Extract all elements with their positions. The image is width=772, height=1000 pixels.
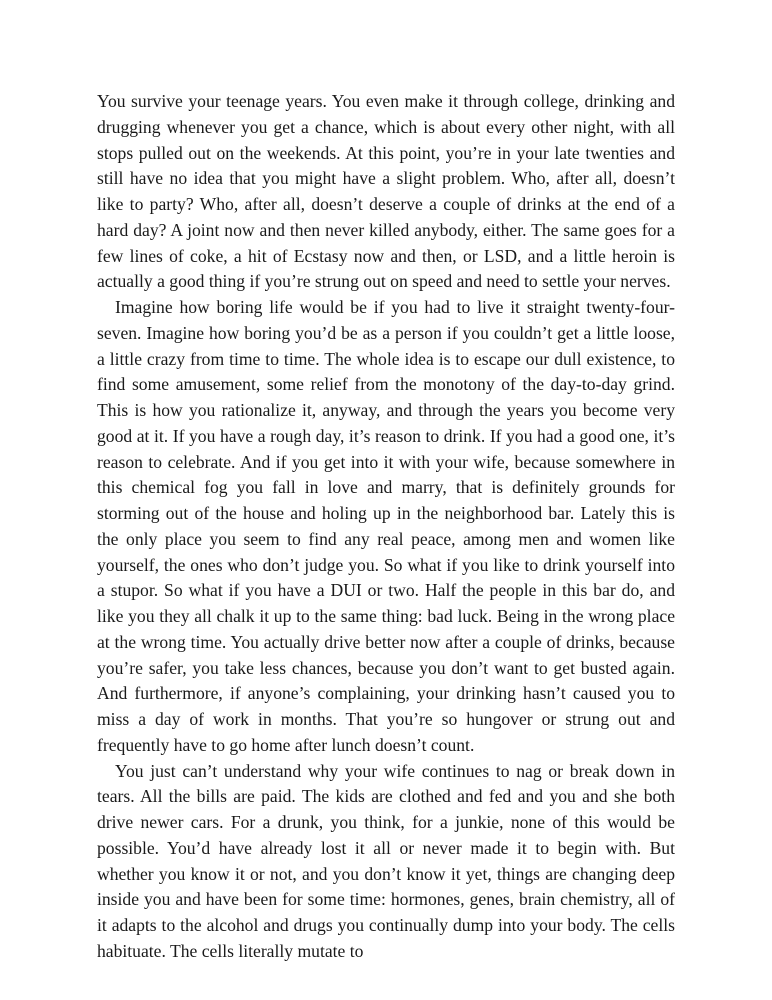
paragraph-1: You survive your teenage years. You even make it through college, drinking and drugging whenever you get a chance, which is about every other night, with all stops pulled out on the weekends. At this point, you’re in your late twenties and still have no idea that you might have a slight problem. Who, after all, doesn’t like to party? Who, after all, doesn’t deserve a couple of drinks at the end of a hard day? A joint now and then never killed anybody, either. The same goes for a few lines of coke, a hit of Ecstasy now and then, or LSD, and a little heroin is actually a good thing if you’re strung out on speed and need to settle your nerves. — [97, 91, 675, 292]
paragraph-2: Imagine how boring life would be if you had to live it straight twenty-four-seven. Imagine how boring you’d be as a person if you couldn’t get a little loose, a little crazy from time to time. The whole idea is to escape our dull existence, to find some amusement, some relief from the monotony of the day-to-day grind. This is how you rationalize it, anyway, and through the years you become very good at it. If you have a rough day, it’s reason to drink. If you had a good one, it’s reason to celebrate. And if you get into it with your wife, because somewhere in this chemical fog you fall in love and marry, that is definitely grounds for storming out of the house and holing up in the neighborhood bar. Lately this is the only place you seem to find any real peace, among men and women like yourself, the ones who don’t judge you. So what if you like to drink yourself into a stupor. So what if you have a DUI or two. Half the people in this bar do, and like you they all chalk it up to the same thing: bad luck. Being in the wrong place at the wrong time. You actually drive better now after a couple of drinks, because you’re safer, you take less chances, because you don’t want to get busted again. And furthermore, if anyone’s complaining, your drinking hasn’t caused you to miss a day of work in months. That you’re so hungover or strung out and frequently have to go home after lunch doesn’t count. — [97, 297, 675, 755]
paragraph-3: You just can’t understand why your wife continues to nag or break down in tears. All the bills are paid. The kids are clothed and fed and you and she both drive newer cars. For a drunk, you think, for a junkie, none of this would be possible. You’d have already lost it all or never made it to begin with. But whether you know it or not, and you don’t know it yet, things are changing deep inside you and have been for some time: hormones, genes, brain chemistry, all of it adapts to the alcohol and drugs you continually dump into your body. The cells habituate. The cells literally mutate to — [97, 760, 675, 961]
body-text — [97, 89, 675, 965]
